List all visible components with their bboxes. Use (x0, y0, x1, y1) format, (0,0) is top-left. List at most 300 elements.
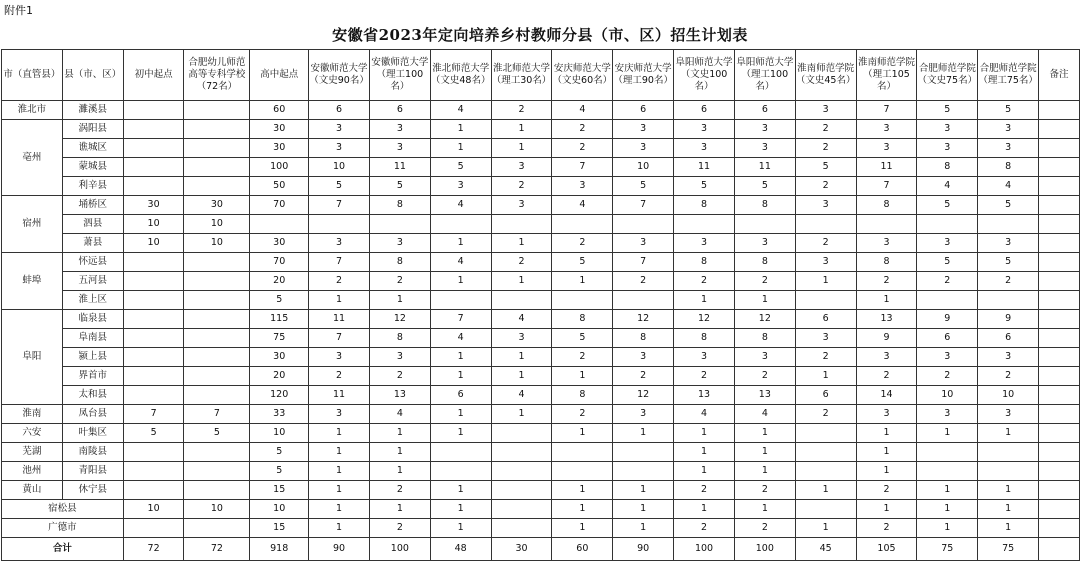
table-cell: 13 (369, 386, 430, 405)
table-row (2, 177, 1080, 196)
table-cell: 1 (978, 519, 1039, 538)
table-cell: 3 (795, 329, 856, 348)
table-cell (1039, 139, 1080, 158)
table-cell: 1 (491, 139, 552, 158)
attachment-label: 附件1 (4, 4, 33, 17)
table-cell: 2 (369, 481, 430, 500)
table-cell: 11 (309, 310, 370, 329)
county-cell: 休宁县 (62, 481, 123, 500)
page-title: 安徽省2023年定向培养乡村教师分县（市、区）招生计划表 (332, 26, 748, 44)
table-row (2, 424, 1080, 443)
table-cell: 50 (250, 177, 309, 196)
table-cell: 1 (674, 462, 735, 481)
table-cell: 1 (613, 519, 674, 538)
table-cell (123, 139, 184, 158)
table-cell: 8 (917, 158, 978, 177)
table-cell: 4 (552, 101, 613, 120)
table-cell: 5 (430, 158, 491, 177)
table-cell: 3 (856, 405, 917, 424)
table-cell: 3 (734, 120, 795, 139)
table-cell: 2 (734, 272, 795, 291)
table-cell: 3 (978, 120, 1039, 139)
table-cell: 2 (674, 272, 735, 291)
table-cell: 3 (309, 120, 370, 139)
table-row (2, 101, 1080, 120)
table-cell: 1 (491, 234, 552, 253)
table-cell: 5 (674, 177, 735, 196)
table-cell: 1 (795, 519, 856, 538)
table-cell: 3 (369, 234, 430, 253)
table-cell: 3 (309, 405, 370, 424)
table-cell: 3 (674, 120, 735, 139)
table-cell: 2 (734, 481, 795, 500)
table-cell (123, 101, 184, 120)
table-cell: 2 (552, 120, 613, 139)
county-cell: 萧县 (62, 234, 123, 253)
table-cell (123, 272, 184, 291)
total-cell: 90 (309, 538, 370, 561)
table-cell (430, 462, 491, 481)
table-cell: 12 (734, 310, 795, 329)
table-cell: 15 (250, 519, 309, 538)
table-cell: 4 (430, 329, 491, 348)
table-cell: 3 (917, 234, 978, 253)
table-row (2, 120, 1080, 139)
table-cell: 20 (250, 272, 309, 291)
table-cell: 12 (369, 310, 430, 329)
table-cell: 12 (674, 310, 735, 329)
table-cell: 1 (917, 424, 978, 443)
table-cell: 13 (674, 386, 735, 405)
table-cell: 9 (856, 329, 917, 348)
table-cell: 8 (552, 310, 613, 329)
table-cell: 10 (123, 500, 184, 519)
table-cell (1039, 481, 1080, 500)
total-cell: 75 (917, 538, 978, 561)
table-cell: 3 (613, 234, 674, 253)
table-cell: 8 (613, 329, 674, 348)
table-cell (1039, 424, 1080, 443)
table-cell: 1 (491, 367, 552, 386)
table-cell: 3 (917, 348, 978, 367)
table-row (2, 310, 1080, 329)
table-cell: 1 (309, 462, 370, 481)
table-cell: 30 (250, 234, 309, 253)
column-header: 高中起点 (250, 50, 309, 101)
table-cell (430, 215, 491, 234)
table-cell: 1 (674, 500, 735, 519)
table-cell: 1 (856, 500, 917, 519)
table-cell: 7 (552, 158, 613, 177)
county-cell: 利辛县 (62, 177, 123, 196)
table-cell: 3 (674, 139, 735, 158)
county-cell: 临泉县 (62, 310, 123, 329)
table-cell: 3 (856, 234, 917, 253)
table-cell: 11 (369, 158, 430, 177)
table-cell: 1 (552, 481, 613, 500)
table-cell: 10 (123, 234, 184, 253)
county-cell: 泗县 (62, 215, 123, 234)
table-cell: 2 (795, 120, 856, 139)
table-cell: 8 (369, 253, 430, 272)
table-cell: 1 (369, 443, 430, 462)
county-cell: 涡阳县 (62, 120, 123, 139)
table-cell (123, 329, 184, 348)
table-cell: 30 (123, 196, 184, 215)
table-cell: 2 (674, 519, 735, 538)
table-cell: 3 (795, 196, 856, 215)
table-cell: 5 (250, 291, 309, 310)
column-header: 阜阳师范大学（文史100名） (674, 50, 735, 101)
total-label: 合计 (2, 538, 124, 561)
city-cell: 淮南 (2, 405, 63, 424)
table-row (2, 196, 1080, 215)
table-cell: 3 (674, 234, 735, 253)
table-cell: 30 (250, 120, 309, 139)
table-cell: 3 (613, 139, 674, 158)
column-header: 备注 (1039, 50, 1080, 101)
table-cell: 1 (430, 481, 491, 500)
table-row (2, 500, 1080, 519)
total-cell: 75 (978, 538, 1039, 561)
table-cell: 1 (491, 348, 552, 367)
table-cell (1039, 234, 1080, 253)
table-cell: 20 (250, 367, 309, 386)
table-cell: 3 (309, 348, 370, 367)
table-cell (491, 443, 552, 462)
table-cell: 15 (250, 481, 309, 500)
table-cell: 4 (491, 386, 552, 405)
table-cell: 11 (309, 386, 370, 405)
table-cell: 1 (430, 120, 491, 139)
county-cell: 青阳县 (62, 462, 123, 481)
table-cell: 1 (552, 367, 613, 386)
table-cell: 1 (613, 424, 674, 443)
table-cell: 1 (491, 272, 552, 291)
table-cell: 3 (613, 405, 674, 424)
county-cell: 濉溪县 (62, 101, 123, 120)
column-header: 淮南师范学院（理工105名） (856, 50, 917, 101)
county-cell: 南陵县 (62, 443, 123, 462)
table-cell: 1 (552, 272, 613, 291)
table-cell: 3 (369, 348, 430, 367)
column-header: 合肥幼儿师范高等专科学校（72名） (184, 50, 250, 101)
table-cell (552, 443, 613, 462)
table-row (2, 405, 1080, 424)
total-cell: 72 (123, 538, 184, 561)
table-cell: 2 (552, 348, 613, 367)
table-cell: 2 (613, 367, 674, 386)
table-cell (123, 310, 184, 329)
column-header: 淮南师范学院（文史45名） (795, 50, 856, 101)
table-cell: 10 (184, 234, 250, 253)
table-cell (184, 253, 250, 272)
table-cell: 2 (795, 234, 856, 253)
table-cell: 7 (430, 310, 491, 329)
table-cell: 1 (369, 462, 430, 481)
table-cell: 5 (917, 253, 978, 272)
table-cell (795, 424, 856, 443)
column-header: 合肥师范学院（文史75名） (917, 50, 978, 101)
table-cell (1039, 367, 1080, 386)
table-cell: 2 (795, 348, 856, 367)
table-cell (856, 215, 917, 234)
table-cell (123, 367, 184, 386)
table-cell: 2 (856, 519, 917, 538)
table-cell: 2 (552, 139, 613, 158)
table-cell: 10 (978, 386, 1039, 405)
table-cell: 1 (734, 500, 795, 519)
table-cell: 30 (250, 139, 309, 158)
table-cell: 1 (309, 519, 370, 538)
table-cell: 5 (552, 253, 613, 272)
table-cell: 2 (369, 272, 430, 291)
table-cell: 1 (856, 291, 917, 310)
table-cell: 2 (795, 139, 856, 158)
table-cell: 75 (250, 329, 309, 348)
total-cell: 48 (430, 538, 491, 561)
table-cell: 7 (309, 196, 370, 215)
total-cell: 60 (552, 538, 613, 561)
table-cell: 1 (309, 443, 370, 462)
table-cell: 2 (734, 519, 795, 538)
table-cell (184, 462, 250, 481)
table-cell (123, 120, 184, 139)
table-cell: 4 (552, 196, 613, 215)
table-cell (123, 443, 184, 462)
table-cell: 7 (184, 405, 250, 424)
table-cell: 2 (674, 367, 735, 386)
table-cell: 115 (250, 310, 309, 329)
table-cell: 2 (369, 367, 430, 386)
column-header: 阜阳师范大学（理工100名） (734, 50, 795, 101)
table-cell: 4 (674, 405, 735, 424)
table-cell (795, 500, 856, 519)
table-cell: 1 (917, 519, 978, 538)
table-cell: 1 (734, 291, 795, 310)
table-cell: 1 (978, 481, 1039, 500)
table-cell (734, 215, 795, 234)
table-cell: 2 (795, 405, 856, 424)
county-cell: 叶集区 (62, 424, 123, 443)
table-cell: 7 (856, 101, 917, 120)
city-cell: 亳州 (2, 120, 63, 196)
table-cell (309, 215, 370, 234)
table-row (2, 481, 1080, 500)
total-cell: 45 (795, 538, 856, 561)
table-cell (1039, 443, 1080, 462)
table-cell: 1 (369, 500, 430, 519)
table-cell (491, 481, 552, 500)
city-cell: 池州 (2, 462, 63, 481)
table-cell: 5 (978, 196, 1039, 215)
total-cell: 100 (369, 538, 430, 561)
table-cell: 6 (734, 101, 795, 120)
table-cell (613, 291, 674, 310)
table-cell: 4 (917, 177, 978, 196)
table-cell (184, 158, 250, 177)
table-cell: 3 (795, 253, 856, 272)
county-cell: 凤台县 (62, 405, 123, 424)
table-cell: 9 (917, 310, 978, 329)
table-cell: 2 (856, 367, 917, 386)
table-cell: 1 (795, 481, 856, 500)
table-cell: 3 (978, 139, 1039, 158)
table-cell: 6 (917, 329, 978, 348)
table-row (2, 253, 1080, 272)
table-cell: 8 (674, 329, 735, 348)
table-cell: 2 (978, 367, 1039, 386)
table-cell: 100 (250, 158, 309, 177)
table-cell: 11 (674, 158, 735, 177)
total-cell (1039, 538, 1080, 561)
table-cell: 2 (491, 101, 552, 120)
table-cell: 8 (674, 196, 735, 215)
table-cell (491, 500, 552, 519)
table-cell (123, 462, 184, 481)
table-cell: 2 (369, 519, 430, 538)
table-cell: 1 (552, 424, 613, 443)
table-cell: 3 (734, 348, 795, 367)
table-cell (184, 519, 250, 538)
table-cell: 10 (250, 500, 309, 519)
table-cell: 3 (491, 158, 552, 177)
table-cell: 3 (917, 139, 978, 158)
table-cell (1039, 500, 1080, 519)
city-cell: 蚌埠 (2, 253, 63, 310)
table-cell: 10 (309, 158, 370, 177)
table-cell: 3 (917, 120, 978, 139)
table-cell: 5 (309, 177, 370, 196)
table-cell: 3 (369, 120, 430, 139)
city-cell: 淮北市 (2, 101, 63, 120)
table-cell: 1 (430, 500, 491, 519)
table-cell (184, 101, 250, 120)
table-cell: 1 (369, 424, 430, 443)
table-cell (978, 462, 1039, 481)
table-cell: 2 (491, 253, 552, 272)
table-cell (184, 120, 250, 139)
table-cell (1039, 215, 1080, 234)
column-header: 安庆师范大学（理工90名） (613, 50, 674, 101)
table-cell (430, 443, 491, 462)
table-cell (978, 215, 1039, 234)
county-cell: 埇桥区 (62, 196, 123, 215)
county-cell: 五河县 (62, 272, 123, 291)
table-cell: 1 (552, 500, 613, 519)
table-cell: 8 (734, 196, 795, 215)
county-cell: 颍上县 (62, 348, 123, 367)
table-cell (795, 462, 856, 481)
table-cell (250, 215, 309, 234)
city-cell: 宿州 (2, 196, 63, 253)
table-cell (1039, 291, 1080, 310)
table-cell (1039, 462, 1080, 481)
table-cell: 5 (184, 424, 250, 443)
table-cell (491, 291, 552, 310)
table-cell (184, 291, 250, 310)
table-cell: 10 (123, 215, 184, 234)
table-cell (123, 291, 184, 310)
total-cell: 105 (856, 538, 917, 561)
table-cell: 1 (674, 291, 735, 310)
table-row (2, 386, 1080, 405)
county-cell: 太和县 (62, 386, 123, 405)
table-cell: 1 (430, 519, 491, 538)
table-cell: 2 (856, 272, 917, 291)
table-cell: 10 (250, 424, 309, 443)
table-cell: 6 (430, 386, 491, 405)
table-cell: 5 (795, 158, 856, 177)
table-cell (184, 272, 250, 291)
table-cell (184, 367, 250, 386)
table-cell: 6 (369, 101, 430, 120)
table-cell: 3 (856, 139, 917, 158)
table-cell (1039, 405, 1080, 424)
table-cell (184, 139, 250, 158)
table-cell: 4 (491, 310, 552, 329)
county-cell: 阜南县 (62, 329, 123, 348)
table-cell: 4 (430, 196, 491, 215)
table-cell: 5 (369, 177, 430, 196)
table-cell: 1 (795, 272, 856, 291)
table-cell (123, 348, 184, 367)
city-cell: 六安 (2, 424, 63, 443)
table-cell (1039, 120, 1080, 139)
table-cell: 3 (856, 120, 917, 139)
table-cell: 70 (250, 253, 309, 272)
table-cell: 6 (795, 310, 856, 329)
table-cell: 2 (613, 272, 674, 291)
table-cell: 1 (734, 443, 795, 462)
table-cell: 3 (856, 348, 917, 367)
table-cell (123, 177, 184, 196)
county-cell: 广德市 (2, 519, 124, 538)
table-cell: 2 (978, 272, 1039, 291)
header-row (2, 50, 1080, 101)
table-cell: 3 (978, 405, 1039, 424)
column-header: 初中起点 (123, 50, 184, 101)
table-cell: 8 (552, 386, 613, 405)
table-cell (184, 443, 250, 462)
total-cell: 100 (674, 538, 735, 561)
table-cell: 8 (674, 253, 735, 272)
table-cell: 3 (674, 348, 735, 367)
table-cell: 7 (309, 253, 370, 272)
table-cell: 2 (309, 367, 370, 386)
table-cell: 2 (491, 177, 552, 196)
table-cell: 30 (250, 348, 309, 367)
table-cell: 120 (250, 386, 309, 405)
table-cell (184, 177, 250, 196)
table-cell: 33 (250, 405, 309, 424)
table-cell (795, 215, 856, 234)
table-cell: 5 (613, 177, 674, 196)
table-cell: 1 (430, 139, 491, 158)
table-cell: 1 (734, 462, 795, 481)
table-cell (491, 424, 552, 443)
table-cell: 1 (856, 424, 917, 443)
table-cell: 1 (430, 367, 491, 386)
table-cell: 11 (856, 158, 917, 177)
table-cell (123, 519, 184, 538)
table-cell: 5 (978, 101, 1039, 120)
enrollment-plan-table (1, 49, 1080, 561)
table-cell: 1 (430, 234, 491, 253)
table-cell (917, 443, 978, 462)
column-header: 县（市、区） (62, 50, 123, 101)
table-cell: 3 (917, 405, 978, 424)
